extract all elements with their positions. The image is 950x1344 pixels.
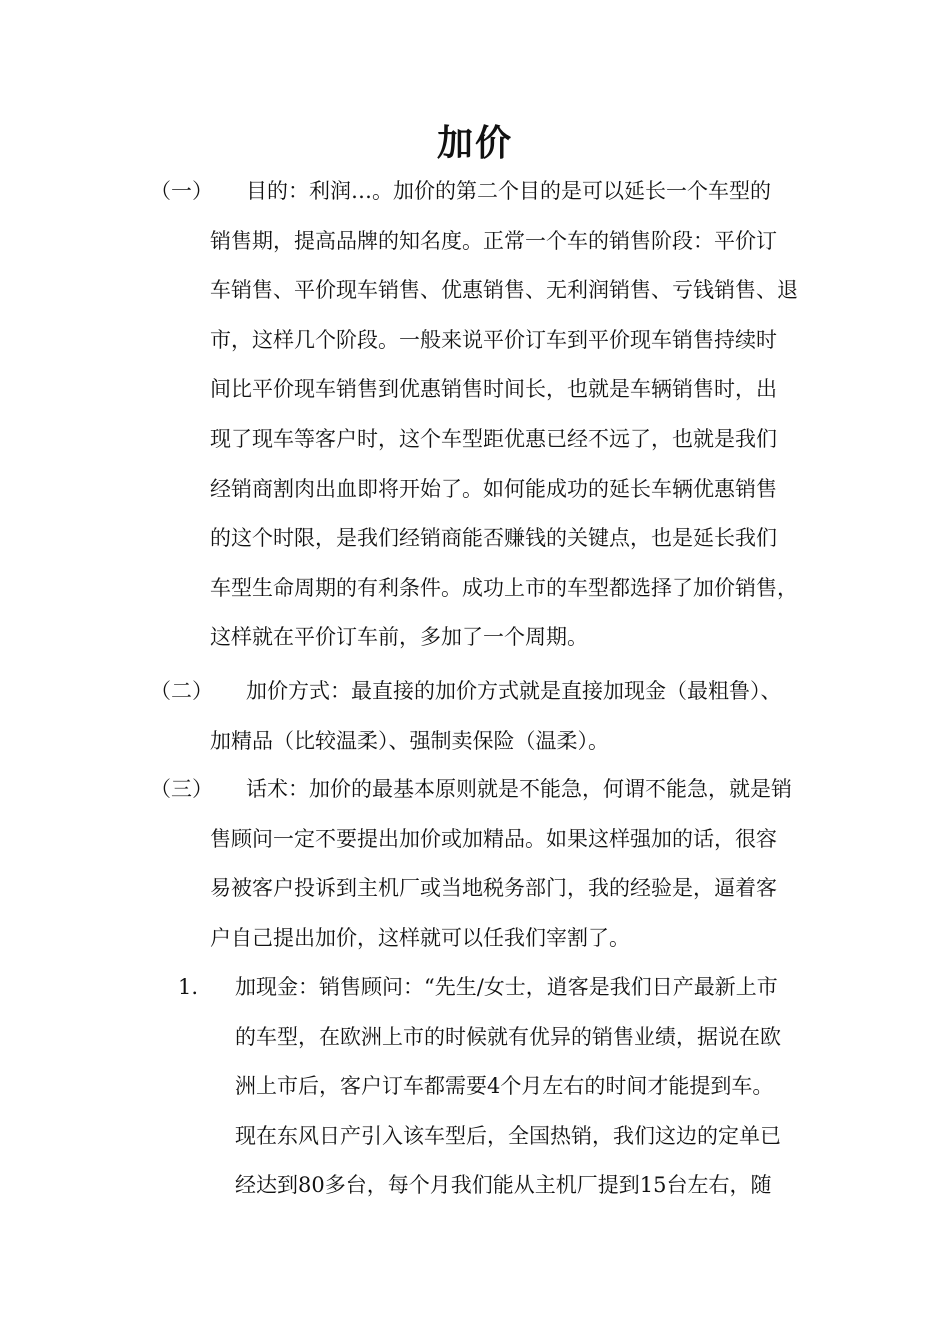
- paragraph-line: 话术：加价的最基本原则就是不能急，何谓不能急，就是销: [246, 777, 792, 801]
- paragraph-line: 加精品（比较温柔）、强制卖保险（温柔）。: [210, 729, 609, 753]
- section-marker: 1.: [178, 975, 199, 999]
- paragraph-line: 这样就在平价订车前，多加了一个周期。: [210, 625, 588, 649]
- paragraph-line: 的车型，在欧洲上市的时候就有优异的销售业绩，据说在欧: [235, 1025, 781, 1049]
- paragraph-line: 易被客户投诉到主机厂或当地税务部门，我的经验是，逼着客: [210, 876, 777, 900]
- paragraph-line: 间比平价现车销售到优惠销售时间长，也就是车辆销售时，出: [210, 377, 777, 401]
- paragraph-line: 加价方式：最直接的加价方式就是直接加现金（最粗鲁）、: [246, 679, 782, 703]
- paragraph-line: 经销商割肉出血即将开始了。如何能成功的延长车辆优惠销售: [210, 477, 777, 501]
- paragraph-line: 户自己提出加价，这样就可以任我们宰割了。: [210, 926, 630, 950]
- paragraph-line: 销售期，提高品牌的知名度。正常一个车的销售阶段：平价订: [210, 229, 777, 253]
- section-marker: （二）: [150, 679, 213, 703]
- paragraph-line: 加现金：销售顾问：“先生/女士，逍客是我们日产最新上市: [235, 975, 778, 999]
- paragraph-line: 洲上市后，客户订车都需要4个月左右的时间才能提到车。: [235, 1074, 774, 1098]
- paragraph-line: 现在东风日产引入该车型后，全国热销，我们这边的定单已: [235, 1124, 781, 1148]
- paragraph-line: 现了现车等客户时，这个车型距优惠已经不远了，也就是我们: [210, 427, 777, 451]
- section-marker: （一）: [150, 179, 213, 203]
- document-title: 加价: [436, 122, 513, 164]
- paragraph-line: 目的：利润…。加价的第二个目的是可以延长一个车型的: [246, 179, 771, 203]
- paragraph-line: 车型生命周期的有利条件。成功上市的车型都选择了加价销售，: [210, 576, 798, 600]
- paragraph-line: 经达到80多台，每个月我们能从主机厂提到15台左右，随: [235, 1173, 772, 1197]
- paragraph-line: 市，这样几个阶段。一般来说平价订车到平价现车销售持续时: [210, 328, 777, 352]
- section-marker: （三）: [150, 777, 213, 801]
- paragraph-line: 车销售、平价现车销售、优惠销售、无利润销售、亏钱销售、退: [210, 278, 798, 302]
- paragraph-line: 售顾问一定不要提出加价或加精品。如果这样强加的话，很容: [210, 827, 777, 851]
- paragraph-line: 的这个时限，是我们经销商能否赚钱的关键点，也是延长我们: [210, 526, 777, 550]
